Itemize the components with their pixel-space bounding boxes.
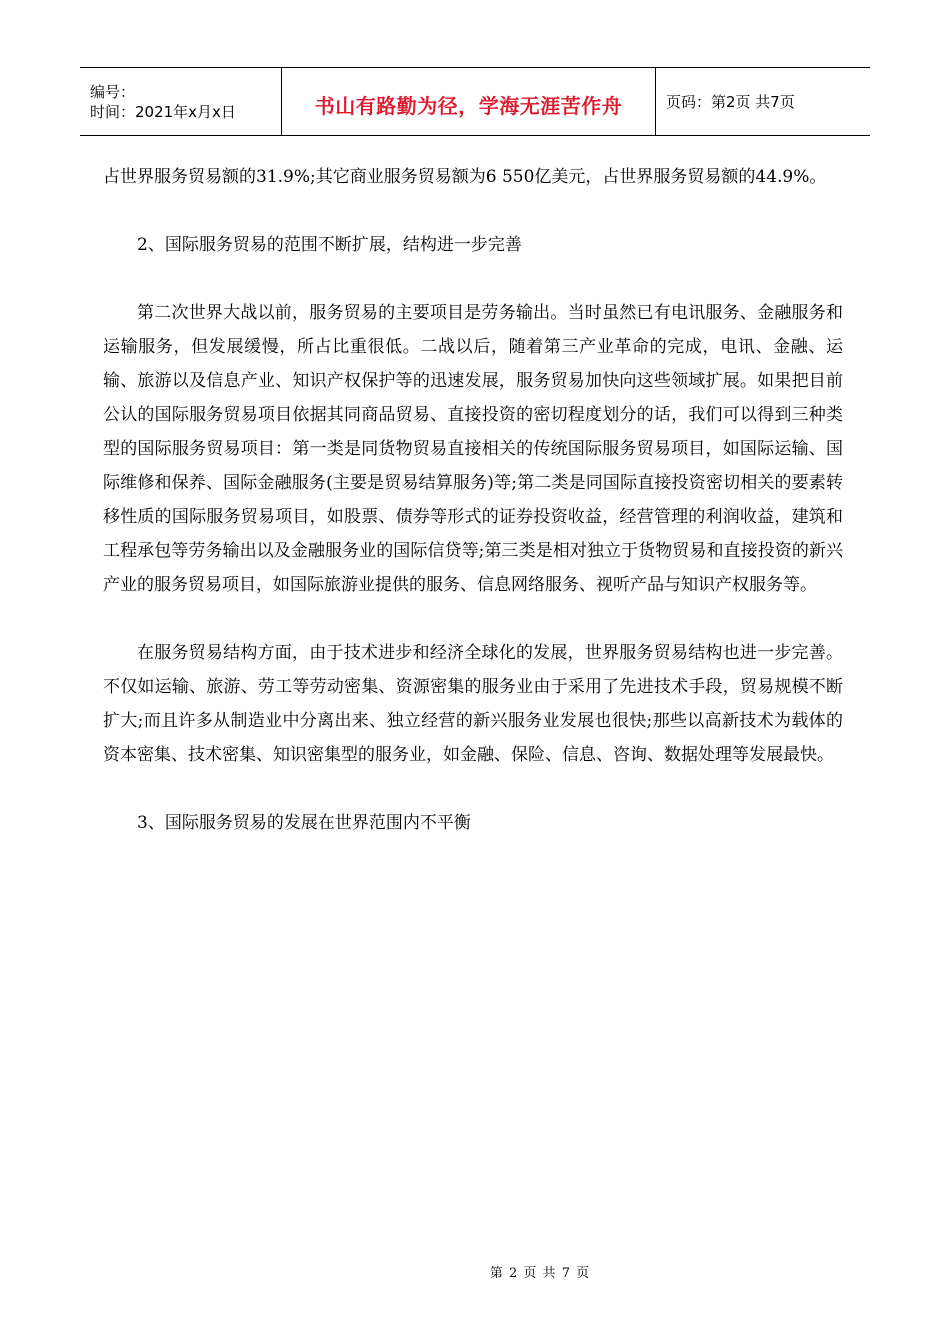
- header-motto: 书山有路勤为径，学海无涯苦作舟: [314, 94, 623, 118]
- serial-number-label: 编号：: [90, 82, 136, 101]
- paragraph-service-scope: 第二次世界大战以前，服务贸易的主要项目是劳务输出。当时虽然已有电讯服务、金融服务和运输服务，但发展缓慢，所占比重很低。二战以后，随着第三产业革命的完成，电讯、金融、运输、旅游以及信息产业、知识产权保护等的迅速发展，服务贸易加快向这些领域扩展。如果把目前公认的国际服务贸易项目依据其同商品贸易、直接投资的密切程度划分的话，我们可以得到三种类型的国际服务贸易项目：第一类是同货物贸易直接相关的传统国际服务贸易项目，如国际运输、国际维修和保养、国际金融服务(主要是贸易结算服务)等;第二类是同国际直接投资密切相关的要素转移性质的国际服务贸易项目，如股票、债券等形式的证券投资收益，经营管理的利润收益，建筑和工程承包等劳务输出以及金融服务业的国际信贷等;第三类是相对独立于货物贸易和直接投资的新兴产业的服务贸易项目，如国际旅游业提供的服务、信息网络服务、视听产品与知识产权服务等。: [103, 303, 843, 595]
- section-heading-3: 3、国际服务贸易的发展在世界范围内不平衡: [137, 813, 471, 833]
- header-page-info: 页码：第2页 共7页: [666, 93, 795, 111]
- page-footer: 第 2 页 共 7 页: [489, 1266, 591, 1281]
- document-body: [103, 160, 843, 840]
- header-meta: [80, 68, 282, 135]
- page-header: [80, 67, 870, 136]
- header-motto-cell: [282, 68, 656, 135]
- section-heading-2: 2、国际服务贸易的范围不断扩展，结构进一步完善: [137, 235, 522, 255]
- paragraph-continuation: 占世界服务贸易额的31.9%;其它商业服务贸易额为6 550亿美元，占世界服务贸易额的44.9%。: [103, 167, 827, 187]
- header-page-info-cell: [656, 68, 870, 135]
- date-label: 时间：2021年x月x日: [90, 102, 236, 121]
- paragraph-service-structure: 在服务贸易结构方面，由于技术进步和经济全球化的发展，世界服务贸易结构也进一步完善。不仅如运输、旅游、劳工等劳动密集、资源密集的服务业由于采用了先进技术手段，贸易规模不断扩大;而且许多从制造业中分离出来、独立经营的新兴服务业发展也很快;那些以高新技术为载体的资本密集、技术密集、知识密集型的服务业，如金融、保险、信息、咨询、数据处理等发展最快。: [103, 643, 843, 765]
